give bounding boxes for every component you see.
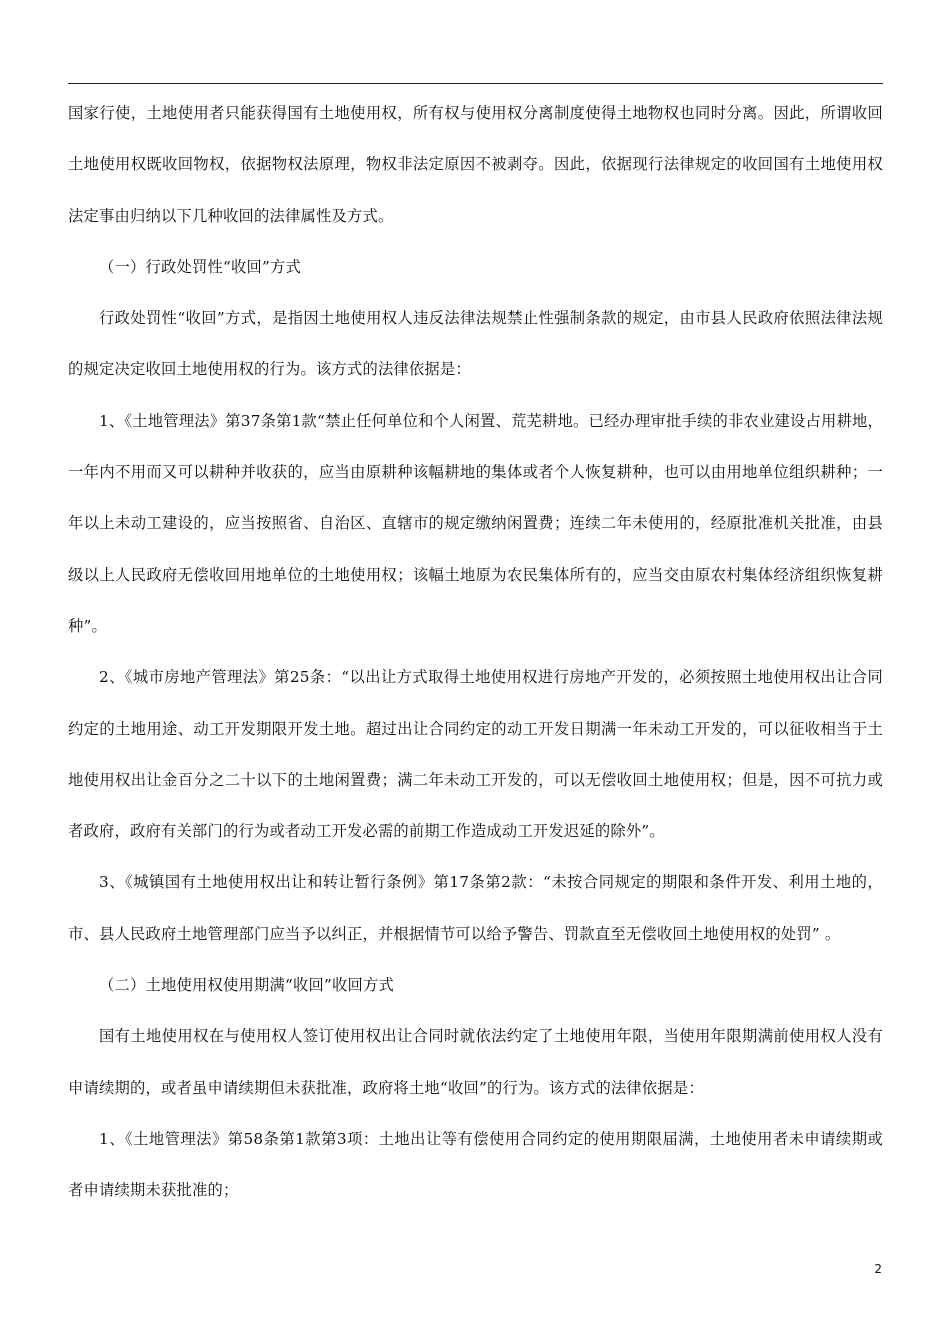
- paragraph: 行政处罚性“收回”方式，是指因土地使用权人违反法律法规禁止性强制条款的规定，由市县人民政府依照法律法规的规定决定收回土地使用权的行为。该方式的法律依据是：: [68, 309, 883, 379]
- document-body: [68, 88, 883, 1217]
- paragraph: 国有土地使用权在与使用权人签订使用权出让合同时就依法约定了土地使用年限，当使用年限期满前使用权人没有申请续期的，或者虽申请续期但未获批准，政府将土地“收回”的行为。该方式的法律依据是：: [68, 1027, 883, 1097]
- paragraph: 1、《土地管理法》第58条第1款第3项：土地出让等有偿使用合同约定的使用期限届满，土地使用者未申请续期或者申请续期未获批准的；: [68, 1129, 883, 1200]
- paragraph: 2、《城市房地产管理法》第25条：“以出让方式取得土地使用权进行房地产开发的，必须按照土地使用权出让合同约定的土地用途、动工开发期限开发土地。超过出让合同约定的动工开发日期满一年未动工开发的，可以征收相当于土地使用权出让金百分之二十以下的土地闲置费；满二年未动工开发的，可以无偿收回土地使用权；但是，因不可抗力或者政府，政府有关部门的行为或者动工开发必需的前期工作造成动工开发迟延的除外”。: [68, 668, 883, 841]
- page-number: 2: [874, 1262, 882, 1276]
- paragraph: 1、《土地管理法》第37条第1款“禁止任何单位和个人闲置、荒芜耕地。已经办理审批手续的非农业建设占用耕地，一年内不用而又可以耕种并收获的，应当由原耕种该幅耕地的集体或者个人恢复耕种，也可以由用地单位组织耕种；一年以上未动工建设的，应当按照省、自治区、直辖市的规定缴纳闲置费；连续二年未使用的，经原批准机关批准，由县级以上人民政府无偿收回用地单位的土地使用权；该幅土地原为农民集体所有的，应当交由原农村集体经济组织恢复耕种”。: [68, 411, 883, 635]
- section-heading: （一）行政处罚性“收回”方式: [99, 257, 302, 276]
- header-rule: [68, 83, 883, 84]
- paragraph: 国家行使，土地使用者只能获得国有土地使用权，所有权与使用权分离制度使得土地物权也同时分离。因此，所谓收回土地使用权既收回物权，依据物权法原理，物权非法定原因不被剥夺。因此，依据现行法律规定的收回国有土地使用权法定事由归纳以下几种收回的法律属性及方式。: [68, 104, 883, 225]
- paragraph: 3、《城镇国有土地使用权出让和转让暂行条例》第17条第2款：“未按合同规定的期限和条件开发、利用土地的，市、县人民政府土地管理部门应当予以纠正，并根据情节可以给予警告、罚款直至无偿收回土地使用权的处罚” 。: [68, 873, 883, 943]
- section-heading: （二）土地使用权使用期满“收回”收回方式: [99, 976, 394, 995]
